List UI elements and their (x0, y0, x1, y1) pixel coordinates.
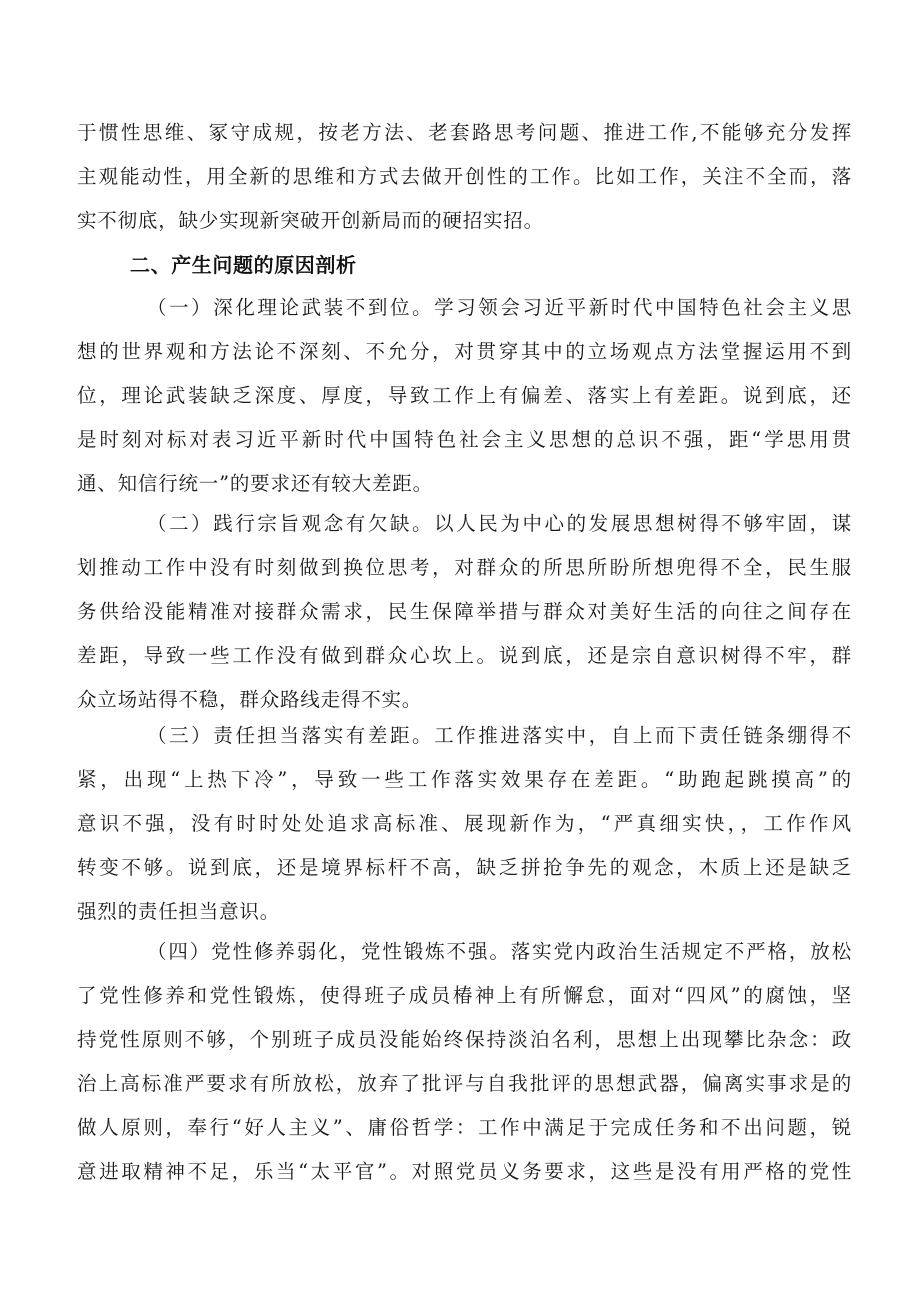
section-heading: 二、产生问题的原因剖析 (130, 253, 357, 277)
text-line: 实不彻底，缺少实现新突破开创新局而的硬招实招。 (77, 209, 544, 232)
text-line: 意识不强，没有时时处处追求高标准、展现新作为，“严真细实快，，工作作风 (77, 812, 852, 835)
text-line: 是时刻对标对表习近平新时代中国特色社会主义思想的总识不强，距“学思用贯 (77, 428, 852, 451)
text-line: 众立场站得不稳，群众路线走得不实。 (77, 688, 423, 711)
text-line: 差距，导致一些工作没有做到群众心坎上。说到底，还是宗自意识树得不牢，群 (77, 644, 852, 667)
text-line: （三）责任担当落实有差距。工作推进落实中，自上而下责任链条绷得不 (147, 724, 852, 747)
text-line: （二）践行宗旨观念有欠缺。以人民为中心的发展思想树得不够牢固，谋 (147, 512, 852, 535)
text-line: 强烈的责任担当意识。 (77, 900, 281, 923)
text-line: 划推动工作中没有时刻做到换位思考，对群众的所思所盼所想兜得不全，民生服 (77, 556, 852, 579)
text-line: 意进取精神不足，乐当“太平官”。对照党员义务要求，这些是没有用严格的党性 (77, 1160, 852, 1183)
text-line: 位，理论武装缺乏深度、厚度，导致工作上有偏差、落实上有差距。说到底，还 (77, 384, 852, 407)
text-line: 了党性修养和党性锻炼，使得班子成员椿神上有所懈怠，面对“四风”的腐蚀，坚 (77, 984, 852, 1007)
text-line: 治上高标准严要求有所放松，放弃了批评与自我批评的思想武器，偏离实事求是的 (77, 1072, 852, 1095)
text-line: 转变不够。说到底，还是境界标杆不高，缺乏拼抢争先的观念，木质上还是缺乏 (77, 856, 852, 879)
text-line: 主观能动性，用全新的思维和方式去做开创性的工作。比如工作，关注不全而，落 (77, 165, 852, 188)
text-line: （一）深化理论武装不到位。学习领会习近平新时代中国特色社会主义思 (147, 296, 852, 319)
text-line: 紧，出现“上热下冷”，导致一些工作落实效果存在差距。“助跑起跳摸高”的 (77, 768, 852, 791)
text-line: 务供给没能精准对接群众需求，民生保障举措与群众对美好生活的向往之间存在 (77, 600, 852, 623)
text-line: （四）党性修养弱化，党性锻炼不强。落实党内政治生活规定不严格，放松 (147, 940, 852, 963)
text-line: 持党性原则不够，个别班子成员没能始终保持淡泊名利，思想上出现攀比杂念：政 (77, 1028, 852, 1051)
text-line: 做人原则，奉行“好人主义”、庸俗哲学：工作中满足于完成任务和不出问题，锐 (77, 1116, 852, 1139)
text-line: 想的世界观和方法论不深刻、不允分，对贯穿其中的立场观点方法堂握运用不到 (77, 340, 852, 363)
text-line: 通、知信行统一”的要求还有较大差距。 (77, 472, 433, 495)
text-line: 于惯性思维、冢守成规，按老方法、老套路思考问题、推进工作,不能够充分发挥 (77, 121, 852, 144)
